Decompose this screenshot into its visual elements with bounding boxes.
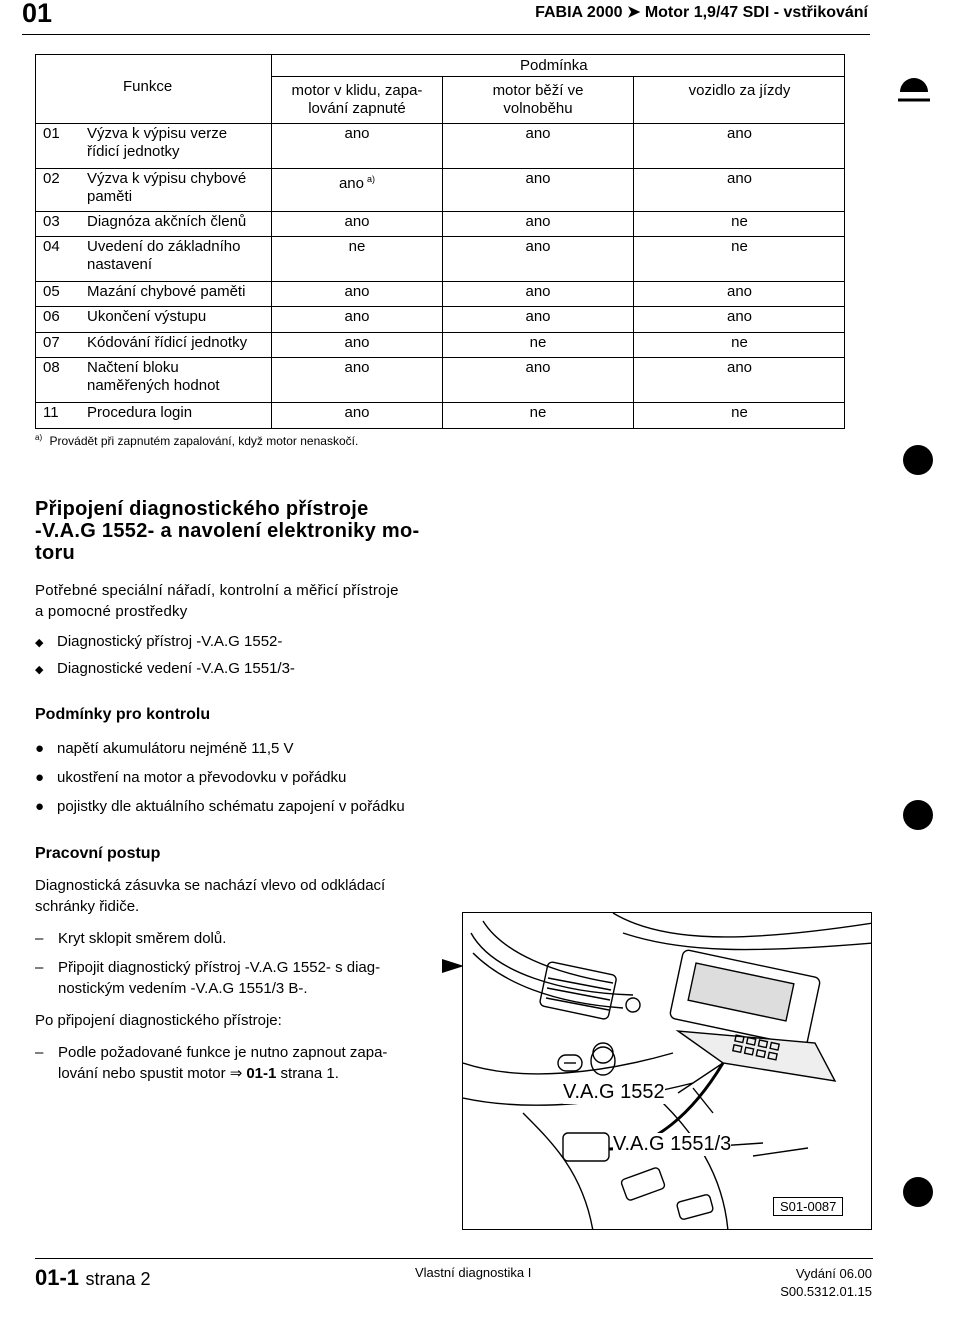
value-text: ano bbox=[344, 213, 370, 230]
header-idle bbox=[443, 82, 633, 118]
row-code: 08 bbox=[43, 359, 60, 376]
heading-line: Potřebné speciální nářadí, kontrolní a měřicí přístroje bbox=[35, 582, 399, 599]
dot-bullet-icon: ● bbox=[35, 798, 45, 815]
row-value-idle: ano bbox=[525, 125, 551, 142]
value-text: ano bbox=[344, 283, 370, 300]
row-value-idle: ano bbox=[525, 238, 551, 255]
step-line bbox=[35, 1042, 387, 1063]
table-hline bbox=[35, 332, 845, 333]
step-text: lování nebo spustit motor bbox=[58, 1065, 230, 1082]
step-3 bbox=[35, 1042, 387, 1084]
header-functions: Funkce bbox=[123, 78, 173, 95]
function-name-line: Mazání chybové paměti bbox=[87, 283, 246, 300]
header-line: motor běží ve bbox=[492, 82, 584, 99]
diamond-bullet-icon: ◆ bbox=[35, 637, 44, 649]
header-line: vozidlo za jízdy bbox=[688, 82, 791, 99]
value-text: ne bbox=[348, 238, 366, 255]
chapter-number: 01 bbox=[22, 0, 53, 28]
dash-bullet: – bbox=[35, 930, 44, 947]
row-value-idle: ano bbox=[525, 213, 551, 230]
reference-arrow: ⇒ bbox=[229, 1065, 243, 1082]
heading-line: a pomocné prostředky bbox=[35, 603, 188, 620]
dash-bullet: – bbox=[35, 1044, 44, 1061]
footer-page bbox=[35, 1265, 151, 1291]
row-function-name bbox=[87, 359, 271, 395]
after-connect-text: Po připojení diagnostického přístroje: bbox=[35, 1012, 282, 1029]
row-function-name bbox=[87, 404, 271, 422]
conditions-heading: Podmínky pro kontrolu bbox=[35, 706, 211, 723]
table-hline bbox=[35, 211, 845, 212]
figure-label-cable: V.A.G 1551/3 bbox=[613, 1133, 732, 1155]
row-value-driving: ano bbox=[726, 359, 753, 376]
dot-bullet-icon: ● bbox=[35, 740, 45, 757]
header-line: lování zapnuté bbox=[308, 100, 406, 117]
margin-dot-3 bbox=[903, 1177, 933, 1207]
row-value-driving: ano bbox=[726, 125, 753, 142]
row-code: 06 bbox=[43, 308, 60, 325]
heading-line: Připojení diagnostického přístroje bbox=[35, 498, 369, 520]
edition: Vydání 06.00 bbox=[795, 1266, 872, 1281]
row-value-idle: ano bbox=[525, 308, 551, 325]
dot-bullet-icon: ● bbox=[35, 769, 45, 786]
row-value-engine-off bbox=[272, 404, 442, 422]
reference-link[interactable]: 01-1 bbox=[246, 1065, 277, 1082]
row-value-engine-off bbox=[272, 334, 442, 352]
function-name-line: Procedura login bbox=[87, 404, 193, 421]
heading-line: toru bbox=[35, 542, 76, 564]
figure-code: S01-0087 bbox=[773, 1197, 843, 1216]
value-text: ano bbox=[344, 359, 370, 376]
heading-line: -V.A.G 1552- a navolení elektroniky mo- bbox=[35, 520, 420, 542]
row-value-idle: ano bbox=[525, 283, 551, 300]
footer-right bbox=[762, 1265, 872, 1301]
row-value-driving: ano bbox=[726, 170, 753, 187]
row-value-engine-off bbox=[272, 238, 442, 256]
connection-figure bbox=[462, 912, 872, 1230]
dash-bullet: – bbox=[35, 959, 44, 976]
row-value-engine-off bbox=[272, 213, 442, 231]
function-name-line: Načtení bloku bbox=[87, 359, 179, 376]
table-footnote bbox=[35, 433, 358, 448]
row-function-name bbox=[87, 125, 271, 161]
row-value-engine-off bbox=[272, 283, 442, 301]
value-text: ano bbox=[344, 334, 370, 351]
row-value-engine-off bbox=[272, 170, 442, 193]
table-hline bbox=[35, 281, 845, 282]
footnote-mark: a) bbox=[35, 433, 43, 442]
row-function-name bbox=[87, 334, 271, 352]
page-number: 01-1 bbox=[35, 1265, 80, 1290]
tools-heading bbox=[35, 580, 399, 622]
row-value-driving: ano bbox=[726, 283, 753, 300]
row-value-driving: ne bbox=[731, 213, 748, 230]
row-value-driving: ano bbox=[726, 308, 753, 325]
footnote-text: Provádět při zapnutém zapalování, když motor nenaskočí. bbox=[49, 434, 359, 448]
text-line: Diagnostická zásuvka se nachází vlevo od odkládací bbox=[35, 877, 386, 894]
function-name-line: Kódování řídicí jednotky bbox=[87, 334, 248, 351]
header-rule bbox=[22, 34, 870, 35]
step-line bbox=[35, 1063, 387, 1084]
step-2 bbox=[35, 957, 380, 999]
row-function-name bbox=[87, 238, 271, 274]
function-name-line: Výzva k výpisu verze bbox=[87, 125, 228, 142]
list-item bbox=[35, 796, 405, 817]
value-text: ano bbox=[344, 125, 370, 142]
step-text: nostickým vedením -V.A.G 1551/3 B-. bbox=[58, 980, 308, 997]
row-code: 03 bbox=[43, 213, 60, 230]
row-value-idle: ne bbox=[529, 334, 547, 351]
section-heading bbox=[35, 498, 419, 564]
condition-text: ukostření na motor a převodovku v pořádku bbox=[57, 769, 347, 786]
row-value-engine-off bbox=[272, 359, 442, 377]
list-item bbox=[35, 658, 295, 681]
row-value-engine-off bbox=[272, 308, 442, 326]
row-value-driving: ne bbox=[731, 334, 748, 351]
row-code: 01 bbox=[43, 125, 60, 142]
table-hline bbox=[35, 168, 845, 169]
footer-center: Vlastní diagnostika I bbox=[415, 1265, 532, 1280]
tool-text: Diagnostický přístroj -V.A.G 1552- bbox=[57, 633, 283, 650]
tools-list bbox=[35, 631, 295, 681]
figure-label-tester: V.A.G 1552 bbox=[563, 1081, 665, 1103]
row-code: 07 bbox=[43, 334, 60, 351]
row-code: 02 bbox=[43, 170, 60, 187]
doc-code: S00.5312.01.15 bbox=[780, 1284, 872, 1299]
page-word: strana 2 bbox=[85, 1269, 151, 1289]
list-item bbox=[35, 631, 295, 654]
table-hline-head bbox=[35, 123, 845, 124]
step-1 bbox=[35, 928, 226, 949]
value-text: ano bbox=[344, 404, 370, 421]
step-text: Připojit diagnostický přístroj -V.A.G 1552- s diag- bbox=[58, 959, 381, 976]
header-condition: Podmínka bbox=[520, 57, 588, 74]
text-line: schránky řidiče. bbox=[35, 898, 140, 915]
row-value-engine-off bbox=[272, 125, 442, 143]
value-text: ano bbox=[344, 308, 370, 325]
header-engine-off bbox=[272, 82, 442, 118]
row-value-idle: ano bbox=[525, 170, 551, 187]
row-code: 04 bbox=[43, 238, 60, 255]
step-text: Podle požadované funkce je nutno zapnout zapa- bbox=[58, 1044, 388, 1061]
step-text: strana 1. bbox=[276, 1065, 339, 1082]
header-title: FABIA 2000 ➤ Motor 1,9/47 SDI - vstřikování bbox=[535, 4, 868, 21]
list-item bbox=[35, 738, 405, 759]
function-name-line: Ukončení výstupu bbox=[87, 308, 207, 325]
dashboard-illustration bbox=[463, 913, 872, 1230]
figure-pointer-icon bbox=[442, 958, 464, 979]
step-line bbox=[35, 957, 380, 978]
function-name-line: nastavení bbox=[87, 256, 153, 273]
header-line: volnoběhu bbox=[503, 100, 573, 117]
table-hline bbox=[35, 357, 845, 358]
function-name-line: Uvedení do základního bbox=[87, 238, 241, 255]
row-function-name bbox=[87, 170, 271, 206]
table-hline bbox=[35, 236, 845, 237]
function-name-line: paměti bbox=[87, 188, 133, 205]
header-driving bbox=[634, 82, 845, 100]
diamond-bullet-icon: ◆ bbox=[35, 664, 44, 676]
margin-marker-top bbox=[898, 76, 930, 102]
margin-dot-2 bbox=[903, 800, 933, 830]
step-text: Kryt sklopit směrem dolů. bbox=[58, 930, 227, 947]
procedure-heading: Pracovní postup bbox=[35, 845, 161, 862]
procedure-intro bbox=[35, 875, 385, 917]
function-name-line: Výzva k výpisu chybové bbox=[87, 170, 247, 187]
row-code: 05 bbox=[43, 283, 60, 300]
list-item bbox=[35, 767, 405, 788]
row-value-idle: ano bbox=[525, 359, 551, 376]
condition-text: napětí akumulátoru nejméně 11,5 V bbox=[57, 740, 294, 757]
function-name-line: Diagnóza akčních členů bbox=[87, 213, 247, 230]
table-hline-cond bbox=[271, 76, 845, 77]
row-function-name bbox=[87, 283, 271, 301]
row-value-idle: ne bbox=[529, 404, 547, 421]
row-value-driving: ne bbox=[731, 404, 748, 421]
function-name-line: řídicí jednotky bbox=[87, 143, 180, 160]
table-hline bbox=[35, 306, 845, 307]
conditions-list bbox=[35, 738, 405, 817]
row-function-name bbox=[87, 213, 271, 231]
function-name-line: naměřených hodnot bbox=[87, 377, 220, 394]
value-text: ano bbox=[338, 175, 364, 192]
row-code: 11 bbox=[43, 404, 59, 421]
footer-rule bbox=[35, 1258, 873, 1259]
footnote-ref: a) bbox=[367, 174, 376, 184]
row-function-name bbox=[87, 308, 271, 326]
tool-text: Diagnostické vedení -V.A.G 1551/3- bbox=[57, 660, 295, 677]
table-hline bbox=[35, 402, 845, 403]
margin-dot-1 bbox=[903, 445, 933, 475]
row-value-driving: ne bbox=[731, 238, 748, 255]
condition-text: pojistky dle aktuálního schématu zapojení v pořádku bbox=[57, 798, 405, 815]
header-line: motor v klidu, zapa- bbox=[291, 82, 423, 99]
step-line bbox=[35, 978, 380, 999]
